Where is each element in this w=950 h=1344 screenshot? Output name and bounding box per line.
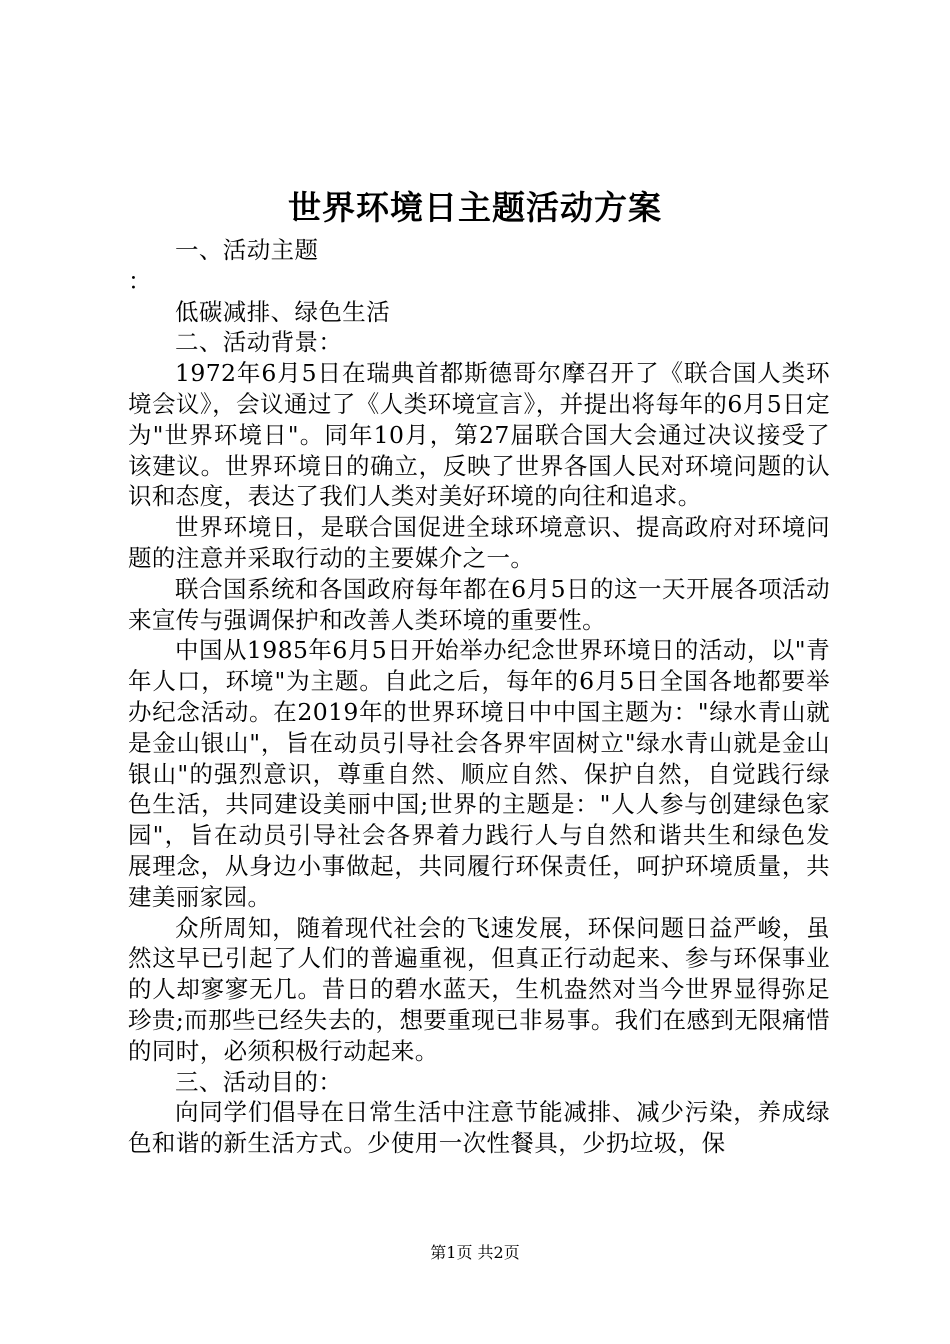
section-heading-background: 二、活动背景： (175, 328, 343, 357)
paragraph: 联合国系统和各国政府每年都在6月5日的这一天开展各项活动来宣传与强调保护和改善人类环境的重要性。 (128, 574, 830, 634)
paragraph: 中国从1985年6月5日开始举办纪念世界环境日的活动，以"青年人口，环境"为主题。自此之后，每年的6月5日全国各地都要举办纪念活动。在2019年的世界环境日中中国主题为："绿水青山就是金山银山"，旨在动员引导社会各界牢固树立"绿水青山就是金山银山"的强烈意识，尊重自然、顺应自然、保护自然，自觉践行绿色生活，共同建设美丽中国;世界的主题是："人人参与创建绿色家园"，旨在动员引导社会各界着力践行人与自然和谐共生和绿色发展理念，从身边小事做起，共同履行环保责任，呵护环境质量，共建美丽家园。 (128, 636, 830, 911)
document-body (128, 235, 830, 1159)
paragraph: 世界环境日，是联合国促进全球环境意识、提高政府对环境问题的注意并采取行动的主要媒介之一。 (128, 513, 830, 572)
document-title: 世界环境日主题活动方案 (288, 188, 662, 227)
paragraph: 向同学们倡导在日常生活中注意节能减排、减少污染，养成绿色和谐的新生活方式。少使用一次性餐具，少扔垃圾，保 (128, 1098, 830, 1158)
section-heading-theme: 一、活动主题 (175, 236, 319, 264)
theme-colon: ： (128, 266, 152, 295)
paragraph: 1972年6月5日在瑞典首都斯德哥尔摩召开了《联合国人类环境会议》，会议通过了《人类环境宣言》，并提出将每年的6月5日定为"世界环境日"。同年10月，第27届联合国大会通过决议接受了该建议。世界环境日的确立，反映了世界各国人民对环境问题的认识和态度，表达了我们人类对美好环境的向往和追求。 (128, 359, 830, 511)
page-number-footer: 第1页 共2页 (430, 1243, 520, 1262)
paragraph: 众所周知，随着现代社会的飞速发展，环保问题日益严峻，虽然这早已引起了人们的普遍重视，但真正行动起来、参与环保事业的人却寥寥无几。昔日的碧水蓝天，生机盎然对当今世界显得弥足珍贵;而那些已经失去的，想要重现已非易事。我们在感到无限痛惜的同时，必须积极行动起来。 (128, 913, 830, 1065)
section-heading-purpose: 三、活动目的： (175, 1067, 343, 1096)
theme-text: 低碳减排、绿色生活 (175, 297, 391, 326)
